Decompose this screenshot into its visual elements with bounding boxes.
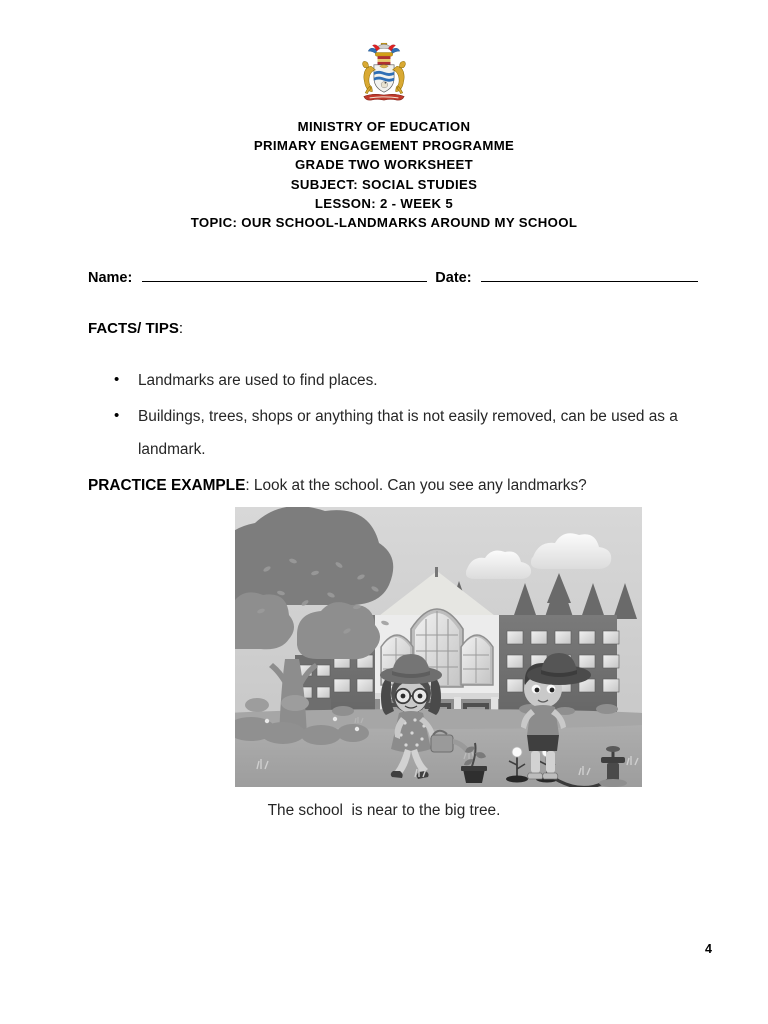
illustration-svg [235,507,642,787]
date-input[interactable] [481,268,698,282]
list-item: • Buildings, trees, shops or anything that is not easily removed, can be used as a landmark. [110,400,728,466]
heading-block [0,117,768,232]
name-date-row [88,268,698,288]
practice-example-text: : Look at the school. Can you see any landmarks? [245,477,587,494]
heading-line-5: LESSON: 2 - WEEK 5 [314,195,454,211]
facts-tips-colon: : [178,320,184,337]
guyana-coat-of-arms-icon [348,36,420,108]
crest-container [0,36,768,108]
facts-tips-label: FACTS/ TIPS [88,320,179,337]
practice-example-line [88,477,728,495]
date-label: Date: [435,270,472,286]
page-number: 4 [705,942,712,956]
illustration-caption: The school is near to the big tree. [267,802,501,819]
heading-line-1: MINISTRY OF EDUCATION [297,119,471,134]
practice-example-label: PRACTICE EXAMPLE [88,477,246,494]
facts-tips-list [110,364,728,469]
heading-line-2: PRIMARY ENGAGEMENT PROGRAMME [253,138,515,154]
heading-line-4: SUBJECT: SOCIAL STUDIES [290,176,478,192]
facts-tips-title [88,320,183,337]
list-item: • Landmarks are used to find places. [110,364,728,397]
heading-line-6: TOPIC: OUR SCHOOL-LANDMARKS AROUND MY SCHOOL [190,215,578,231]
name-input[interactable] [142,268,427,282]
school-yard-illustration [235,507,642,787]
heading-line-3: GRADE TWO WORKSHEET [294,157,474,173]
name-label: Name: [88,270,133,286]
